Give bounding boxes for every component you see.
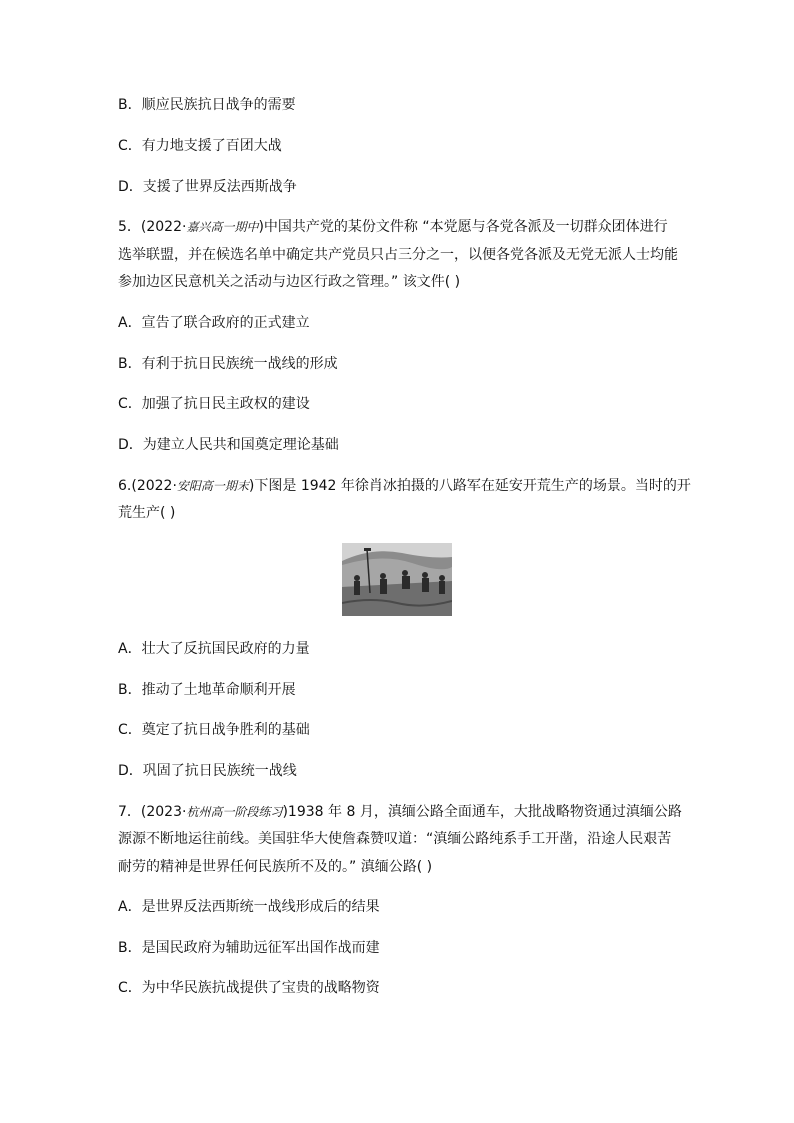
q4-option-c: C．有力地支援了百团大战 (118, 138, 282, 154)
q5-option-d: D．为建立人民共和国奠定理论基础 (118, 437, 339, 453)
q4-option-d: D．支援了世界反法西斯战争 (118, 179, 297, 195)
q7-stem-line-1: 7．(2023·杭州高一阶段练习)1938 年 8 月，滇缅公路全面通车，大批战略物资通过滇缅公路 (118, 804, 682, 820)
q6-stem-line-1: 6.(2022·安阳高一期末)下图是 1942 年徐肖冰拍摄的八路军在延安开荒生产的场景。当时的开 (118, 478, 691, 494)
q7-source: 杭州高一阶段练习 (186, 805, 283, 819)
q5-source: 嘉兴高一期中 (186, 220, 259, 234)
q5-stem-line-1: 5．(2022·嘉兴高一期中)中国共产党的某份文件称 “本党愿与各党各派及一切群众团体进行 (118, 219, 668, 235)
q5-stem-line-2: 选举联盟，并在候选名单中确定共产党员只占三分之一，以便各党各派及无党无派人士均能 (118, 247, 678, 263)
q6-option-d: D．巩固了抗日民族统一战线 (118, 763, 297, 779)
q6-source: 安阳高一期末 (176, 479, 249, 493)
q5-stem-line-3: 参加边区民意机关之活动与边区行政之管理。” 该文件( ) (118, 274, 461, 290)
land-reclamation-photo (342, 543, 452, 616)
q5-option-a: A．宣告了联合政府的正式建立 (118, 315, 310, 331)
q4-option-b: B．顺应民族抗日战争的需要 (118, 97, 296, 113)
q5-option-b: B．有利于抗日民族统一战线的形成 (118, 356, 338, 372)
q7-option-a: A．是世界反法西斯统一战线形成后的结果 (118, 899, 380, 915)
q5-option-c: C．加强了抗日民主政权的建设 (118, 396, 310, 412)
q6-option-a: A．壮大了反抗国民政府的力量 (118, 641, 310, 657)
q7-stem-line-2: 源源不断地运往前线。美国驻华大使詹森赞叹道：“滇缅公路纯系手工开凿，沿途人民艰苦 (118, 831, 672, 847)
q6-option-c: C．奠定了抗日战争胜利的基础 (118, 722, 310, 738)
q6-stem-line-2: 荒生产( ) (118, 505, 176, 521)
q7-option-c: C．为中华民族抗战提供了宝贵的战略物资 (118, 980, 380, 996)
q6-option-b: B．推动了土地革命顺利开展 (118, 682, 296, 698)
q7-stem-line-3: 耐劳的精神是世界任何民族所不及的。” 滇缅公路( ) (118, 859, 433, 875)
q7-option-b: B．是国民政府为辅助远征军出国作战而建 (118, 940, 380, 956)
